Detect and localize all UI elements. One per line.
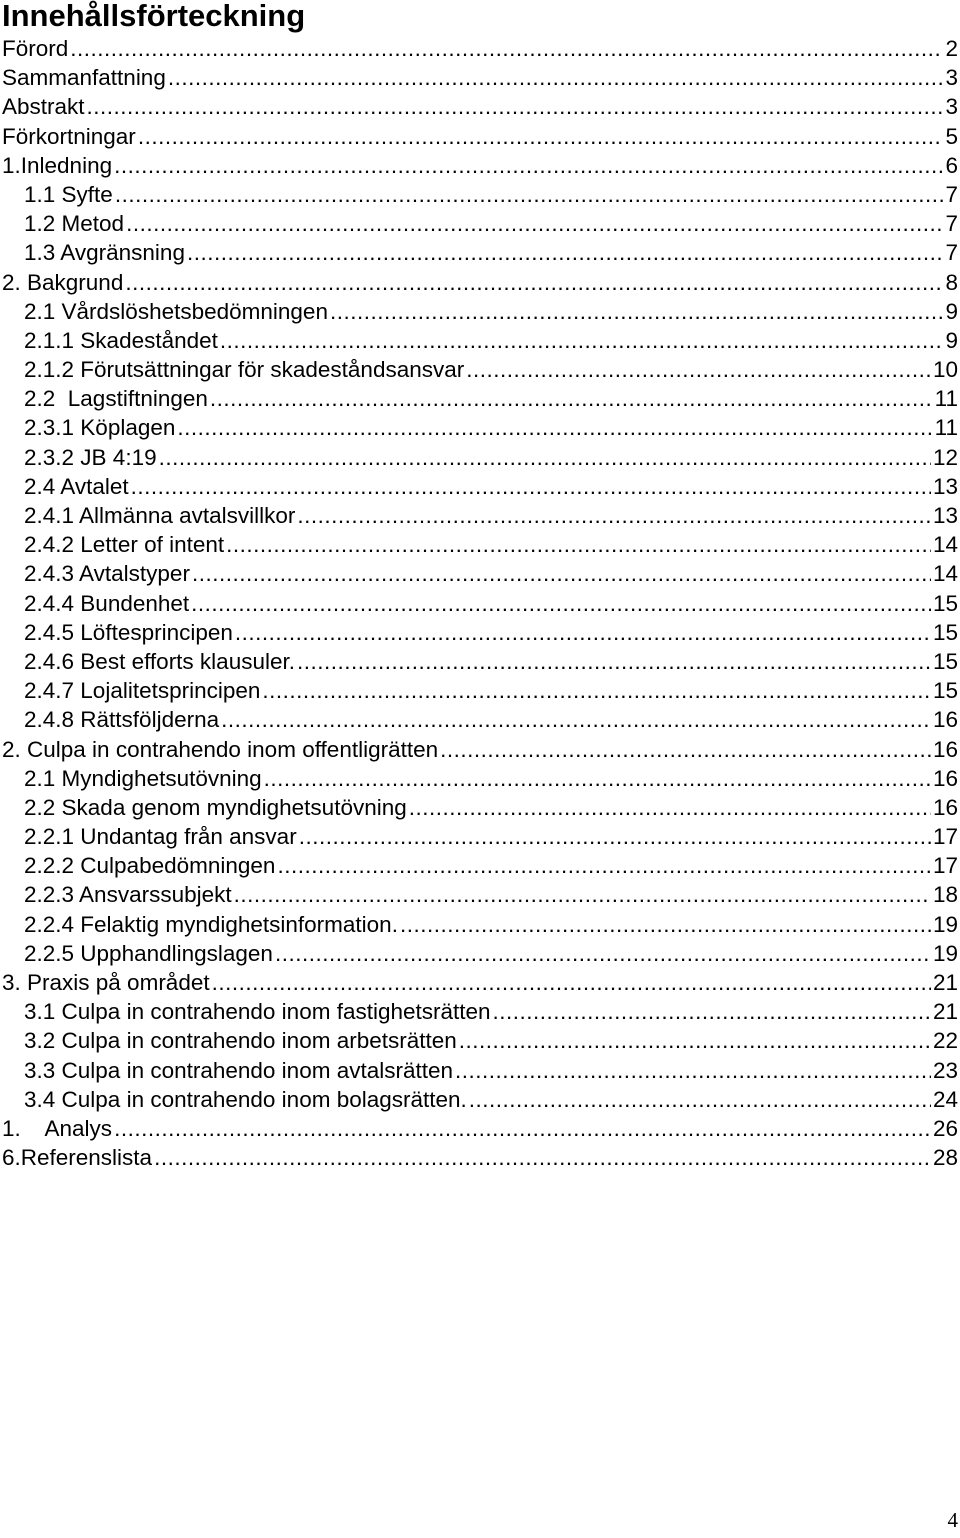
toc-entry[interactable]: [0, 910, 960, 939]
toc-list: [0, 34, 960, 1172]
toc-entry[interactable]: [0, 1056, 960, 1085]
toc-dot-leader: [262, 676, 931, 705]
toc-entry-page: 28: [932, 1145, 958, 1171]
toc-entry-page: 2: [945, 36, 958, 61]
toc-dot-leader: [330, 297, 944, 326]
toc-entry[interactable]: [0, 209, 960, 238]
toc-entry[interactable]: [0, 676, 960, 705]
toc-dot-leader: [440, 735, 931, 764]
toc-entry-page: 16: [932, 736, 958, 762]
toc-dot-leader: [168, 63, 944, 92]
toc-entry[interactable]: [0, 647, 960, 676]
toc-entry-page: 7: [945, 240, 958, 266]
toc-dot-leader: [409, 793, 931, 822]
toc-entry-page: 7: [945, 211, 958, 237]
toc-dot-leader: [221, 705, 931, 734]
toc-entry[interactable]: [0, 297, 960, 326]
toc-entry-label: 2.4.1 Allmänna avtalsvillkor: [24, 503, 296, 528]
toc-entry-label: 2.2.5 Upphandlingslagen: [24, 940, 273, 966]
toc-entry[interactable]: [0, 939, 960, 968]
toc-entry-label: 1.1 Syfte: [24, 181, 113, 207]
toc-entry-page: 12: [932, 444, 958, 470]
toc-entry[interactable]: [0, 63, 960, 92]
toc-dot-leader: [191, 589, 931, 618]
toc-dot-leader: [177, 413, 932, 442]
toc-dot-leader: [277, 851, 931, 880]
toc-entry-page: 14: [932, 561, 958, 587]
toc-entry-page: 3: [945, 94, 958, 120]
toc-entry-page: 21: [932, 999, 958, 1025]
toc-entry-page: 7: [945, 181, 958, 207]
toc-dot-leader: [70, 34, 943, 63]
toc-entry-page: 22: [932, 1028, 958, 1054]
toc-dot-leader: [459, 1026, 931, 1055]
toc-entry-label: 2.4 Avtalet: [24, 473, 129, 499]
toc-entry-label: 2.4.6 Best efforts klausuler.: [24, 648, 295, 674]
toc-entry[interactable]: [0, 355, 960, 384]
toc-entry-label: 2.3.1 Köplagen: [24, 415, 176, 441]
toc-dot-leader: [264, 764, 931, 793]
toc-dot-leader: [159, 443, 931, 472]
toc-entry-label: 2.1.2 Förutsättningar för skadeståndsansvar: [24, 357, 465, 383]
toc-entry[interactable]: [0, 968, 960, 997]
toc-dot-leader: [299, 822, 931, 851]
toc-entry-label: 2.4.2 Letter of intent: [24, 532, 225, 558]
toc-dot-leader: [466, 355, 931, 384]
toc-entry-page: 17: [932, 853, 958, 879]
toc-entry-label: 2. Bakgrund: [2, 269, 124, 295]
toc-entry[interactable]: [0, 268, 960, 297]
toc-entry[interactable]: [0, 443, 960, 472]
toc-entry-label: Förkortningar: [2, 123, 136, 149]
toc-entry[interactable]: [0, 997, 960, 1026]
toc-entry[interactable]: [0, 122, 960, 151]
toc-entry-label: 2.4.5 Löftesprincipen: [24, 619, 233, 645]
toc-entry-label: 3. Praxis på området: [2, 970, 210, 995]
toc-entry-label: 2.1 Myndighetsutövning: [24, 765, 262, 791]
toc-entry-label: 3.2 Culpa in contrahendo inom arbetsrätten: [24, 1028, 457, 1054]
toc-entry-label: 2.4.3 Avtalstyper: [24, 561, 190, 587]
toc-entry-label: 2.2.2 Culpabedömningen: [24, 853, 276, 879]
toc-dot-leader: [125, 268, 943, 297]
toc-entry[interactable]: [0, 472, 960, 501]
toc-entry-label: 2.2.3 Ansvarssubjekt: [24, 882, 232, 908]
toc-entry-page: 16: [932, 794, 958, 820]
toc-entry-label: 3.1 Culpa in contrahendo inom fastighetsrätten: [24, 999, 491, 1025]
toc-entry[interactable]: [0, 530, 960, 559]
toc-entry-label: Abstrakt: [2, 94, 85, 120]
toc-entry[interactable]: [0, 735, 960, 764]
toc-dot-leader: [138, 122, 944, 151]
toc-dot-leader: [115, 180, 944, 209]
toc-entry[interactable]: [0, 1085, 960, 1114]
toc-dot-leader: [469, 1085, 931, 1114]
toc-entry-page: 10: [932, 357, 958, 383]
toc-dot-leader: [131, 472, 931, 501]
toc-entry-page: 16: [932, 707, 958, 733]
toc-entry[interactable]: [0, 618, 960, 647]
toc-dot-leader: [192, 559, 931, 588]
toc-dot-leader: [455, 1056, 931, 1085]
page-number: 4: [947, 1508, 958, 1532]
toc-entry-label: 2. Culpa in contrahendo inom offentligrätten: [2, 736, 439, 762]
toc-entry-page: 9: [945, 298, 958, 324]
toc-entry-page: 15: [932, 619, 958, 645]
toc-dot-leader: [210, 384, 933, 413]
toc-dot-leader: [235, 618, 931, 647]
toc-entry-label: 2.4.8 Rättsföljderna: [24, 707, 220, 733]
toc-entry-page: 23: [932, 1057, 958, 1083]
toc-entry-label: 1.2 Metod: [24, 211, 125, 237]
toc-entry[interactable]: [0, 238, 960, 267]
toc-entry-label: 2.2 Lagstiftningen: [24, 386, 208, 412]
toc-dot-leader: [154, 1143, 931, 1172]
toc-dot-leader: [493, 997, 931, 1026]
toc-entry-label: 2.2.1 Undantag från ansvar: [24, 824, 297, 850]
toc-entry[interactable]: [0, 589, 960, 618]
toc-entry-page: 19: [932, 911, 958, 937]
toc-entry[interactable]: [0, 764, 960, 793]
toc-dot-leader: [220, 326, 944, 355]
toc-dot-leader: [87, 92, 944, 121]
toc-entry-page: 6: [945, 152, 958, 178]
toc-entry-label: 2.2.4 Felaktig myndighetsinformation.: [24, 911, 398, 937]
toc-entry[interactable]: [0, 151, 960, 180]
toc-entry-page: 9: [945, 327, 958, 353]
toc-entry-label: 2.4.4 Bundenhet: [24, 590, 190, 616]
toc-entry[interactable]: [0, 326, 960, 355]
toc-dot-leader: [297, 501, 931, 530]
toc-dot-leader: [400, 910, 931, 939]
toc-entry-page: 15: [932, 648, 958, 674]
toc-entry[interactable]: [0, 822, 960, 851]
toc-dot-leader: [226, 530, 931, 559]
toc-entry-label: 3.3 Culpa in contrahendo inom avtalsrätten: [24, 1057, 454, 1083]
toc-entry-page: 17: [932, 824, 958, 850]
toc-entry-label: 1.Inledning: [2, 152, 113, 178]
toc-entry[interactable]: [0, 793, 960, 822]
toc-entry-page: 5: [945, 123, 958, 149]
toc-entry-label: 6.Referenslista: [2, 1145, 153, 1171]
toc-entry[interactable]: [0, 1026, 960, 1055]
toc-entry[interactable]: [0, 880, 960, 909]
toc-entry[interactable]: [0, 384, 960, 413]
toc-dot-leader: [114, 151, 943, 180]
toc-entry[interactable]: [0, 851, 960, 880]
toc-dot-leader: [114, 1114, 931, 1143]
toc-dot-leader: [187, 238, 944, 267]
toc-entry[interactable]: [0, 501, 960, 530]
toc-entry-label: 1. Analys: [2, 1115, 113, 1141]
toc-dot-leader: [126, 209, 943, 238]
toc-entry-label: 2.4.7 Lojalitetsprincipen: [24, 678, 261, 704]
toc-entry-page: 18: [932, 882, 958, 908]
toc-entry-label: 2.1 Vårdslöshetsbedömningen: [24, 298, 328, 324]
toc-entry[interactable]: [0, 34, 960, 63]
toc-entry-page: 8: [945, 269, 958, 295]
toc-entry-page: 14: [932, 532, 958, 558]
toc-entry-page: 15: [932, 678, 958, 704]
toc-dot-leader: [297, 647, 931, 676]
toc-entry-label: 3.4 Culpa in contrahendo inom bolagsrätten.: [24, 1086, 467, 1112]
toc-entry[interactable]: [0, 559, 960, 588]
toc-entry-label: Förord: [2, 36, 69, 61]
toc-entry[interactable]: [0, 180, 960, 209]
toc-entry[interactable]: [0, 705, 960, 734]
toc-entry-label: 2.2 Skada genom myndighetsutövning: [24, 794, 407, 820]
toc-entry-page: 11: [934, 415, 958, 441]
toc-entry-page: 19: [932, 940, 958, 966]
toc-entry-page: 21: [932, 970, 958, 995]
toc-entry-page: 11: [934, 386, 958, 412]
toc-dot-leader: [275, 939, 931, 968]
toc-entry[interactable]: [0, 1114, 960, 1143]
toc-entry-page: 15: [932, 590, 958, 616]
toc-entry-label: 2.3.2 JB 4:19: [24, 444, 157, 470]
toc-entry-page: 13: [932, 503, 958, 528]
toc-entry-label: 1.3 Avgränsning: [24, 240, 185, 266]
toc-entry-page: 13: [932, 473, 958, 499]
toc-entry[interactable]: [0, 92, 960, 121]
toc-entry-page: 3: [945, 65, 958, 91]
page-title: Innehållsförteckning: [2, 0, 306, 33]
toc-entry-page: 24: [932, 1086, 958, 1112]
toc-entry[interactable]: [0, 1143, 960, 1172]
toc-dot-leader: [234, 880, 931, 909]
toc-entry-page: 26: [932, 1115, 958, 1141]
toc-entry-page: 16: [932, 765, 958, 791]
toc-dot-leader: [212, 968, 931, 997]
toc-entry-label: 2.1.1 Skadeståndet: [24, 327, 218, 353]
toc-entry[interactable]: [0, 413, 960, 442]
toc-entry-label: Sammanfattning: [2, 65, 166, 91]
